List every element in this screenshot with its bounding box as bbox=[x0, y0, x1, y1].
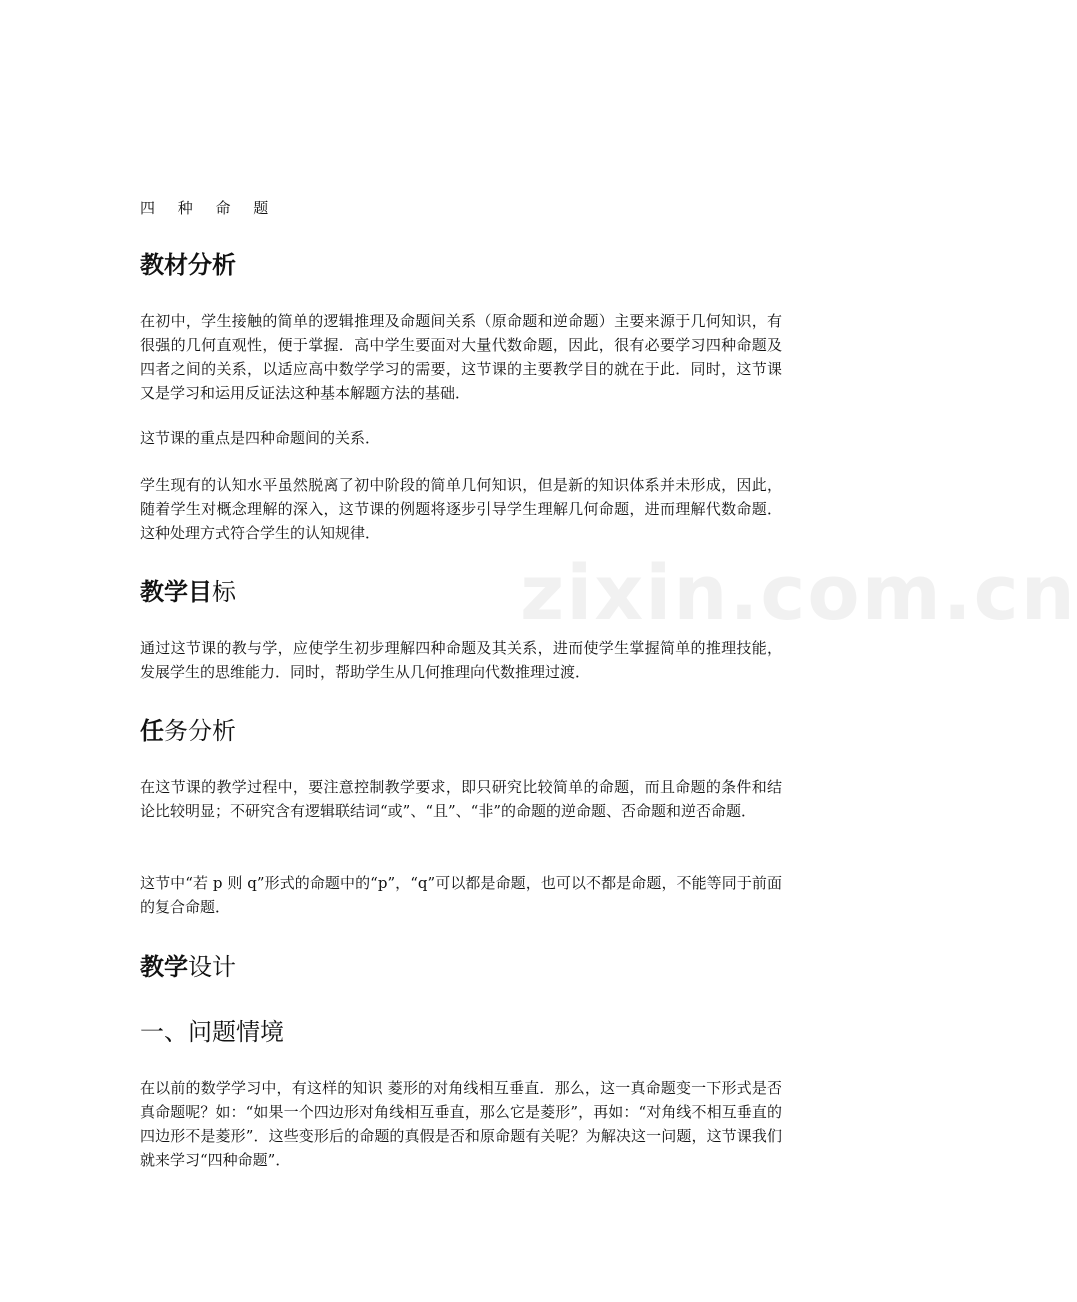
heading-design-light: 设计 bbox=[188, 953, 236, 981]
document-title: 四 种 命 题 bbox=[140, 199, 278, 217]
section-goals-p1 bbox=[140, 636, 782, 684]
paragraph: 学生现有的认知水平虽然脱离了初中阶段的简单几何知识，但是新的知识体系并未形成，因此，随着学生对概念理解的深入，这节课的例题将逐步引导学生理解几何命题，进而理解代数命题．这种处理方式符合学生的认知规律． bbox=[140, 476, 782, 542]
section-materials-p2 bbox=[140, 426, 782, 450]
section-situation-heading bbox=[140, 1016, 782, 1048]
section-design-heading bbox=[140, 951, 782, 983]
paragraph: 在以前的数学学习中，有这样的知识 菱形的对角线相互垂直．那么，这一真命题变一下形式是否真命题呢？如：“如果一个四边形对角线相互垂直，那么它是菱形”，再如：“对角线不相互垂直的四边形不是菱形”．这些变形后的命题的真假是否和原命题有关呢？为解决这一问题，这节课我们就来学习“四种命题”． bbox=[140, 1079, 782, 1169]
section-tasks-p2 bbox=[140, 871, 782, 919]
section-materials-p1 bbox=[140, 309, 782, 405]
paragraph: 这节课的重点是四种命题间的关系． bbox=[140, 429, 381, 447]
watermark: zixin.com.cn bbox=[520, 548, 1077, 637]
section-tasks-heading bbox=[140, 715, 782, 747]
heading-tasks-light: 务分析 bbox=[164, 717, 236, 745]
heading-design-bold: 教学 bbox=[140, 953, 188, 981]
section-materials-heading bbox=[140, 249, 782, 281]
paragraph: 在这节课的教学过程中，要注意控制教学要求，即只研究比较简单的命题，而且命题的条件和结论比较明显；不研究含有逻辑联结词“或”、“且”、“非”的命题的逆命题、否命题和逆否命题． bbox=[140, 778, 782, 820]
heading-goals bbox=[140, 576, 782, 608]
heading-goals-bold: 教学目 bbox=[140, 578, 212, 606]
section-situation-p1 bbox=[140, 1076, 782, 1172]
heading-goals-light: 标 bbox=[212, 578, 236, 606]
section-materials-p3 bbox=[140, 473, 782, 545]
heading-design bbox=[140, 951, 782, 983]
paragraph: 这节中“若 p 则 q”形式的命题中的“p”，“q”可以都是命题，也可以不都是命题，不能等同于前面的复合命题． bbox=[140, 874, 782, 916]
heading-materials: 教材分析 bbox=[140, 251, 236, 279]
heading-tasks bbox=[140, 715, 782, 747]
heading-tasks-bold: 任 bbox=[140, 717, 164, 745]
heading-situation: 一、问题情境 bbox=[140, 1018, 284, 1046]
paragraph: 在初中，学生接触的简单的逻辑推理及命题间关系（原命题和逆命题）主要来源于几何知识，有很强的几何直观性，便于掌握．高中学生要面对大量代数命题，因此，很有必要学习四种命题及四者之间的关系，以适应高中数学学习的需要，这节课的主要教学目的就在于此．同时，这节课又是学习和运用反证法这种基本解题方法的基础． bbox=[140, 312, 782, 402]
section-goals-heading bbox=[140, 576, 782, 608]
paragraph: 通过这节课的教与学，应使学生初步理解四种命题及其关系，进而使学生掌握简单的推理技能，发展学生的思维能力．同时，帮助学生从几何推理向代数推理过渡． bbox=[140, 639, 782, 681]
section-tasks-p1 bbox=[140, 775, 782, 823]
